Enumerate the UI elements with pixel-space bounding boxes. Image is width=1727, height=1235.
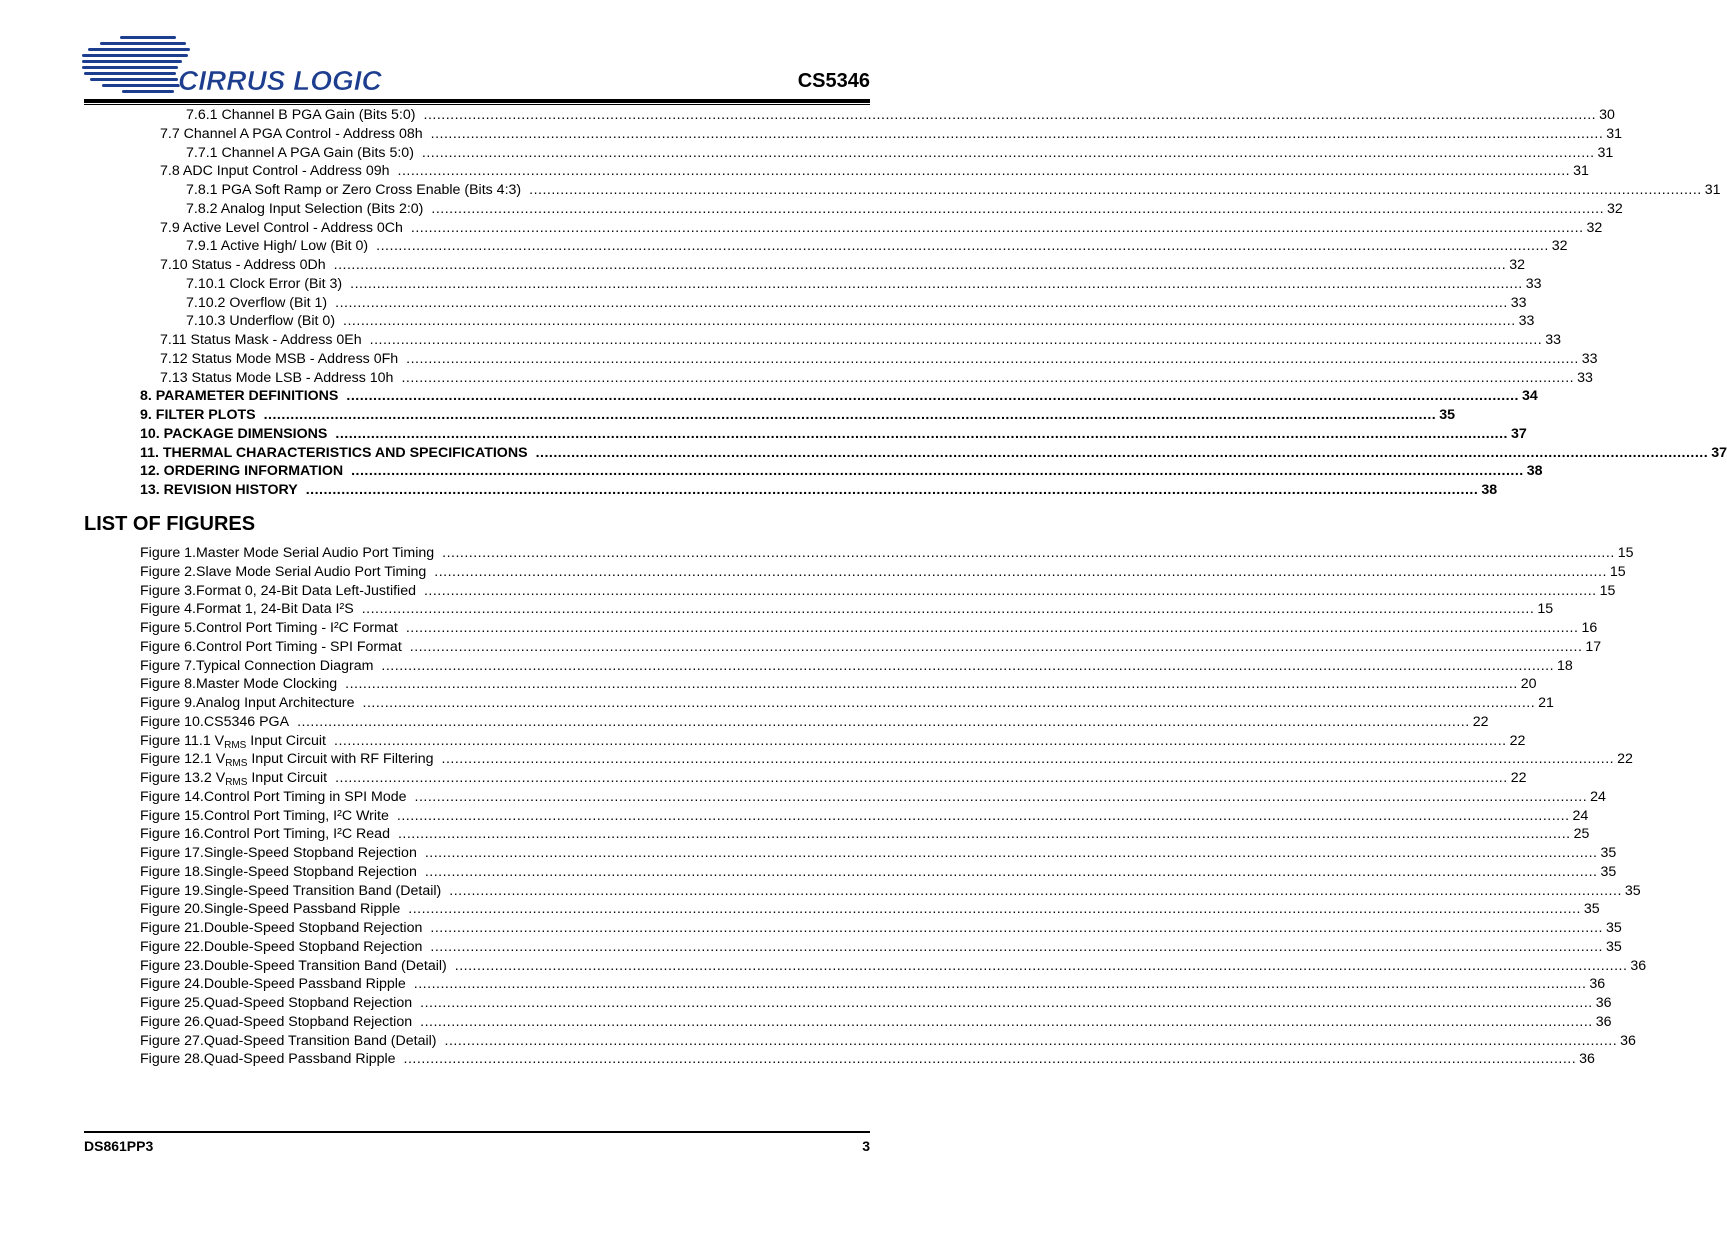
toc-entry-title: 12. ORDERING INFORMATION bbox=[140, 463, 344, 480]
figure-entry-page: 35 bbox=[1600, 863, 1617, 880]
figure-entry-page: 15 bbox=[1617, 545, 1634, 561]
figure-title-text: Figure 5.Control Port Timing - I²C Format bbox=[140, 620, 398, 636]
dot-leader bbox=[445, 1032, 1618, 1051]
dot-leader bbox=[335, 769, 1508, 788]
dot-leader bbox=[414, 975, 1587, 994]
figure-entry-page: 36 bbox=[1595, 995, 1612, 1011]
toc-entry-page: 31 bbox=[1704, 182, 1721, 198]
toc-entry[interactable] bbox=[0, 144, 1614, 163]
figure-title-text: Figure 9.Analog Input Architecture bbox=[140, 695, 355, 711]
dot-leader bbox=[306, 481, 1479, 500]
figure-title-text: Figure 11.1 V bbox=[140, 732, 225, 749]
figure-entry-title bbox=[140, 544, 434, 563]
figure-entry-title bbox=[140, 619, 398, 638]
dot-leader bbox=[430, 919, 1603, 938]
figure-title-text: Figure 26.Quad-Speed Stopband Rejection bbox=[140, 1013, 413, 1030]
dot-leader bbox=[424, 582, 1597, 601]
toc-entry-page: 32 bbox=[1586, 219, 1603, 236]
figure-entry-title bbox=[140, 788, 407, 807]
dot-leader bbox=[434, 563, 1607, 582]
dot-leader bbox=[398, 825, 1571, 844]
figure-entry-page: 35 bbox=[1606, 920, 1622, 936]
toc-entry-page: 33 bbox=[1518, 313, 1535, 330]
figure-title-text: Figure 1.Master Mode Serial Audio Port Timing bbox=[140, 545, 435, 561]
footer-doc-id: DS861PP3 bbox=[84, 1138, 154, 1154]
figure-entry[interactable] bbox=[0, 863, 1617, 882]
dot-leader bbox=[381, 657, 1554, 676]
toc-entry[interactable] bbox=[0, 387, 1538, 406]
figure-title-text: Figure 15.Control Port Timing, I²C Write bbox=[140, 807, 389, 824]
toc-entry[interactable] bbox=[0, 294, 1527, 313]
dot-leader bbox=[422, 144, 1595, 163]
figure-entry[interactable] bbox=[0, 900, 1600, 919]
figure-entry[interactable] bbox=[0, 750, 1633, 770]
figure-entry-page: 21 bbox=[1538, 695, 1554, 711]
figure-title-text: Figure 10.CS5346 PGA bbox=[140, 713, 290, 730]
toc-entry-title: 11. THERMAL CHARACTERISTICS AND SPECIFICATIONS bbox=[140, 444, 528, 461]
figure-entry-page: 36 bbox=[1595, 1013, 1612, 1030]
figure-entry-page: 24 bbox=[1572, 807, 1589, 824]
figure-entry[interactable] bbox=[0, 844, 1617, 863]
figure-title-text: Figure 21.Double-Speed Stopband Rejection bbox=[140, 920, 423, 936]
toc-entry[interactable] bbox=[0, 369, 1593, 388]
footer-page-number: 3 bbox=[862, 1138, 870, 1154]
figure-title-text: Figure 19.Single-Speed Transition Band (Detail) bbox=[140, 882, 442, 899]
figure-entry[interactable] bbox=[0, 582, 1616, 601]
figure-title-text: Figure 22.Double-Speed Stopband Rejection bbox=[140, 938, 423, 955]
figure-entry-page: 17 bbox=[1585, 638, 1602, 655]
dot-leader bbox=[449, 882, 1622, 901]
figure-title-text: Figure 6.Control Port Timing - SPI Format bbox=[140, 638, 402, 655]
toc-entry-page: 31 bbox=[1573, 163, 1589, 180]
figure-entry-title bbox=[140, 938, 422, 957]
figure-entry-page: 22 bbox=[1510, 770, 1527, 786]
figure-title-text: Figure 16.Control Port Timing, I²C Read bbox=[140, 826, 390, 843]
dot-leader bbox=[406, 350, 1579, 369]
toc-entry-page: 37 bbox=[1511, 425, 1527, 442]
toc-entry[interactable] bbox=[0, 275, 1542, 294]
dot-leader bbox=[404, 1050, 1577, 1069]
figure-entry-page: 36 bbox=[1589, 976, 1606, 993]
toc-entry-page: 33 bbox=[1545, 332, 1562, 348]
figure-entry-page: 36 bbox=[1579, 1051, 1595, 1068]
toc-entry-page: 31 bbox=[1597, 144, 1614, 161]
figure-title-suffix: Input Circuit bbox=[247, 770, 328, 786]
figure-entry-title bbox=[140, 807, 389, 826]
figure-entry[interactable] bbox=[0, 994, 1612, 1013]
figure-entry-title bbox=[140, 900, 400, 919]
dot-leader bbox=[376, 237, 1549, 256]
toc-entry-page: 33 bbox=[1577, 369, 1593, 386]
toc-entry-title: 10. PACKAGE DIMENSIONS bbox=[140, 425, 328, 442]
figure-entry[interactable] bbox=[0, 600, 1554, 619]
figure-entry-page: 25 bbox=[1573, 826, 1590, 843]
figure-entry-title bbox=[140, 657, 373, 676]
toc-entry[interactable] bbox=[0, 237, 1568, 256]
dot-leader bbox=[334, 256, 1507, 275]
toc-entry[interactable] bbox=[0, 162, 1589, 181]
figure-entry-page: 22 bbox=[1472, 713, 1489, 730]
toc-entry-title: 7.10.3 Underflow (Bit 0) bbox=[186, 313, 336, 330]
figure-entry[interactable] bbox=[0, 769, 1527, 788]
toc-entry-title: 7.9.1 Active High/ Low (Bit 0) bbox=[186, 238, 369, 255]
dot-leader bbox=[529, 181, 1702, 200]
figure-entry-title bbox=[140, 1013, 412, 1032]
toc-entry[interactable] bbox=[0, 406, 1456, 425]
toc-entry-title: 9. FILTER PLOTS bbox=[140, 407, 256, 423]
figure-entry-title bbox=[140, 638, 402, 657]
figure-title-text: Figure 2.Slave Mode Serial Audio Port Timing bbox=[140, 563, 427, 580]
toc-entry[interactable] bbox=[0, 219, 1603, 238]
toc-entry-page: 38 bbox=[1526, 463, 1543, 480]
dot-leader bbox=[410, 638, 1583, 657]
figure-entry[interactable] bbox=[0, 732, 1526, 751]
figure-entry-title bbox=[140, 975, 406, 994]
figure-title-suffix: Input Circuit with RF Filtering bbox=[247, 751, 434, 768]
figure-title-text: Figure 20.Single-Speed Passband Ripple bbox=[140, 901, 401, 918]
figure-title-text: Figure 4.Format 1, 24-Bit Data I²S bbox=[140, 601, 354, 618]
toc-entry-title: 7.10 Status - Address 0Dh bbox=[160, 257, 326, 273]
toc-entry[interactable] bbox=[0, 125, 1623, 144]
figure-entry-page: 35 bbox=[1606, 938, 1622, 955]
toc-entry-title: 7.8 ADC Input Control - Address 09h bbox=[160, 163, 390, 180]
toc-entry-title: 7.10.2 Overflow (Bit 1) bbox=[186, 294, 328, 311]
figure-title-text: Figure 8.Master Mode Clocking bbox=[140, 676, 338, 693]
figure-title-subscript: RMS bbox=[224, 739, 247, 751]
dot-leader bbox=[351, 462, 1524, 481]
figure-title-text: Figure 14.Control Port Timing in SPI Mode bbox=[140, 788, 407, 805]
dot-leader bbox=[425, 844, 1598, 863]
toc-entry-title: 7.8.1 PGA Soft Ramp or Zero Cross Enable (Bits 4:3) bbox=[186, 182, 522, 198]
toc-entry-page: 30 bbox=[1599, 107, 1615, 123]
figure-entry[interactable] bbox=[0, 807, 1589, 826]
figure-title-text: Figure 24.Double-Speed Passband Ripple bbox=[140, 976, 406, 993]
footer-rule bbox=[84, 1131, 870, 1133]
figure-entry[interactable] bbox=[0, 638, 1602, 657]
dot-leader bbox=[346, 387, 1519, 406]
dot-leader bbox=[264, 406, 1437, 425]
figure-entry[interactable] bbox=[0, 619, 1598, 638]
figure-entry-page: 24 bbox=[1590, 788, 1606, 805]
figure-entry-title bbox=[140, 844, 417, 863]
figure-entry-page: 18 bbox=[1557, 657, 1573, 674]
figure-entry-page: 35 bbox=[1583, 901, 1600, 918]
figure-entry[interactable] bbox=[0, 1032, 1636, 1051]
figure-entry-page: 22 bbox=[1509, 732, 1526, 749]
cirrus-logic-logo bbox=[82, 34, 382, 96]
dot-leader bbox=[408, 900, 1581, 919]
figure-entry-page: 15 bbox=[1609, 563, 1626, 580]
figure-entry-title bbox=[140, 1032, 437, 1051]
toc-entry-title: 7.12 Status Mode MSB - Address 0Fh bbox=[160, 350, 399, 367]
figure-title-text: Figure 17.Single-Speed Stopband Rejection bbox=[140, 845, 417, 861]
header-rule-thin bbox=[84, 104, 870, 105]
figure-title-text: Figure 27.Quad-Speed Transition Band (Detail) bbox=[140, 1032, 437, 1049]
dot-leader bbox=[343, 312, 1516, 331]
toc-entry-page: 37 bbox=[1711, 444, 1727, 461]
figure-entry[interactable] bbox=[0, 882, 1641, 901]
dot-leader bbox=[350, 275, 1523, 294]
dot-leader bbox=[345, 675, 1518, 694]
dot-leader bbox=[397, 807, 1570, 826]
figure-entry[interactable] bbox=[0, 957, 1647, 976]
dot-leader bbox=[406, 619, 1579, 638]
dot-leader bbox=[431, 125, 1604, 144]
figure-entry-page: 22 bbox=[1617, 751, 1633, 768]
dot-leader bbox=[363, 694, 1536, 713]
toc-entry-title: 7.8.2 Analog Input Selection (Bits 2:0) bbox=[186, 200, 424, 217]
figure-entry-page: 35 bbox=[1624, 882, 1641, 899]
figure-entry-title bbox=[140, 582, 416, 601]
toc-entry-page: 38 bbox=[1481, 482, 1498, 498]
toc-entry[interactable] bbox=[0, 256, 1526, 275]
figure-entry-title bbox=[140, 694, 355, 713]
toc-entry[interactable] bbox=[0, 331, 1562, 350]
figure-entry-page: 36 bbox=[1630, 957, 1647, 974]
toc-entry[interactable] bbox=[0, 312, 1535, 331]
dot-leader bbox=[420, 1013, 1593, 1032]
figure-entry-page: 16 bbox=[1581, 620, 1598, 636]
toc-entry[interactable] bbox=[0, 106, 1615, 125]
figure-entry[interactable] bbox=[0, 657, 1573, 676]
toc-entry-page: 32 bbox=[1607, 200, 1623, 217]
figure-entry-title bbox=[140, 957, 447, 976]
table-of-contents bbox=[0, 106, 1727, 500]
toc-entry-title: 7.7.1 Channel A PGA Gain (Bits 5:0) bbox=[186, 144, 414, 161]
figure-title-subscript: RMS bbox=[225, 777, 248, 788]
toc-entry-title: 7.13 Status Mode LSB - Address 10h bbox=[160, 369, 394, 386]
dot-leader bbox=[411, 219, 1584, 238]
toc-entry-title: 7.10.1 Clock Error (Bit 3) bbox=[186, 275, 343, 292]
figure-entry-title bbox=[140, 919, 422, 938]
figure-entry-page: 15 bbox=[1599, 582, 1616, 599]
figure-entry[interactable] bbox=[0, 919, 1622, 938]
toc-entry-title: 7.6.1 Channel B PGA Gain (Bits 5:0) bbox=[186, 107, 416, 123]
figure-entry[interactable] bbox=[0, 975, 1606, 994]
toc-entry[interactable] bbox=[0, 462, 1543, 481]
figure-entry-title bbox=[140, 994, 412, 1013]
toc-entry-page: 35 bbox=[1439, 407, 1456, 423]
toc-entry-page: 34 bbox=[1522, 388, 1538, 405]
figure-entry-title bbox=[140, 563, 426, 582]
list-of-figures bbox=[0, 544, 1647, 1069]
figure-title-text: Figure 28.Quad-Speed Passband Ripple bbox=[140, 1051, 396, 1068]
toc-entry-page: 32 bbox=[1551, 238, 1568, 255]
figure-entry-title bbox=[140, 863, 417, 882]
figure-entry-page: 20 bbox=[1520, 676, 1537, 693]
toc-entry-page: 33 bbox=[1510, 294, 1527, 311]
dot-leader bbox=[362, 600, 1535, 619]
toc-entry-title: 13. REVISION HISTORY bbox=[140, 482, 298, 498]
figure-entry[interactable] bbox=[0, 694, 1554, 713]
header-rule bbox=[84, 99, 870, 103]
figure-title-text: Figure 12.1 V bbox=[140, 751, 226, 768]
dot-leader bbox=[442, 544, 1615, 563]
figure-entry[interactable] bbox=[0, 675, 1537, 694]
dot-leader bbox=[398, 162, 1571, 181]
dot-leader bbox=[370, 331, 1543, 350]
toc-entry-title: 7.7 Channel A PGA Control - Address 08h bbox=[160, 125, 423, 142]
dot-leader bbox=[420, 994, 1593, 1013]
dot-leader bbox=[455, 957, 1628, 976]
toc-entry-title: 8. PARAMETER DEFINITIONS bbox=[140, 388, 339, 405]
dot-leader bbox=[334, 732, 1507, 751]
toc-entry[interactable] bbox=[0, 350, 1598, 369]
toc-entry[interactable] bbox=[0, 444, 1727, 463]
toc-entry-title: 7.11 Status Mask - Address 0Eh bbox=[160, 332, 362, 348]
logo-text: CIRRUS LOGIC bbox=[178, 65, 382, 96]
dot-leader bbox=[442, 750, 1615, 769]
figure-title-text: Figure 18.Single-Speed Stopband Rejection bbox=[140, 863, 417, 880]
toc-entry-title: 7.9 Active Level Control - Address 0Ch bbox=[160, 219, 403, 236]
toc-entry[interactable] bbox=[0, 481, 1498, 500]
dot-leader bbox=[425, 863, 1598, 882]
figure-entry-title bbox=[140, 825, 390, 844]
toc-entry-page: 33 bbox=[1525, 275, 1542, 292]
dot-leader bbox=[431, 200, 1604, 219]
figure-entry-title bbox=[140, 882, 441, 901]
toc-entry-page: 31 bbox=[1606, 125, 1623, 142]
figure-entry-page: 15 bbox=[1537, 601, 1554, 618]
dot-leader bbox=[415, 788, 1588, 807]
toc-entry[interactable] bbox=[0, 425, 1527, 444]
toc-entry[interactable] bbox=[0, 200, 1623, 219]
toc-entry-page: 33 bbox=[1581, 350, 1598, 367]
figure-title-text: Figure 23.Double-Speed Transition Band (Detail) bbox=[140, 957, 447, 974]
figure-entry[interactable] bbox=[0, 938, 1622, 957]
dot-leader bbox=[536, 444, 1709, 463]
toc-entry[interactable] bbox=[0, 181, 1721, 200]
dot-leader bbox=[335, 294, 1508, 313]
figure-entry-page: 35 bbox=[1600, 845, 1617, 861]
dot-leader bbox=[401, 369, 1574, 388]
dot-leader bbox=[335, 425, 1508, 444]
figure-entry-title bbox=[140, 713, 289, 732]
figure-entry[interactable] bbox=[0, 544, 1634, 563]
figure-title-text: Figure 13.2 V bbox=[140, 770, 226, 786]
toc-entry-page: 32 bbox=[1509, 257, 1526, 273]
document-title: CS5346 bbox=[797, 70, 870, 92]
list-of-figures-title: LIST OF FIGURES bbox=[84, 513, 256, 535]
figure-entry-title bbox=[140, 600, 354, 619]
figure-entry[interactable] bbox=[0, 563, 1626, 582]
dot-leader bbox=[430, 938, 1603, 957]
figure-entry[interactable] bbox=[0, 788, 1606, 807]
figure-title-text: Figure 3.Format 0, 24-Bit Data Left-Justified bbox=[140, 582, 416, 599]
figure-title-subscript: RMS bbox=[225, 758, 248, 770]
figure-entry-page: 36 bbox=[1620, 1032, 1636, 1049]
figure-title-text: Figure 25.Quad-Speed Stopband Rejection bbox=[140, 995, 413, 1011]
figure-entry[interactable] bbox=[0, 1050, 1595, 1069]
figure-title-text: Figure 7.Typical Connection Diagram bbox=[140, 657, 374, 674]
figure-entry[interactable] bbox=[0, 713, 1489, 732]
dot-leader bbox=[297, 713, 1470, 732]
figure-entry[interactable] bbox=[0, 1013, 1612, 1032]
figure-entry-title bbox=[140, 1050, 396, 1069]
figure-entry[interactable] bbox=[0, 825, 1590, 844]
figure-title-suffix: Input Circuit bbox=[246, 732, 326, 749]
figure-entry-title bbox=[140, 675, 337, 694]
dot-leader bbox=[424, 106, 1597, 125]
